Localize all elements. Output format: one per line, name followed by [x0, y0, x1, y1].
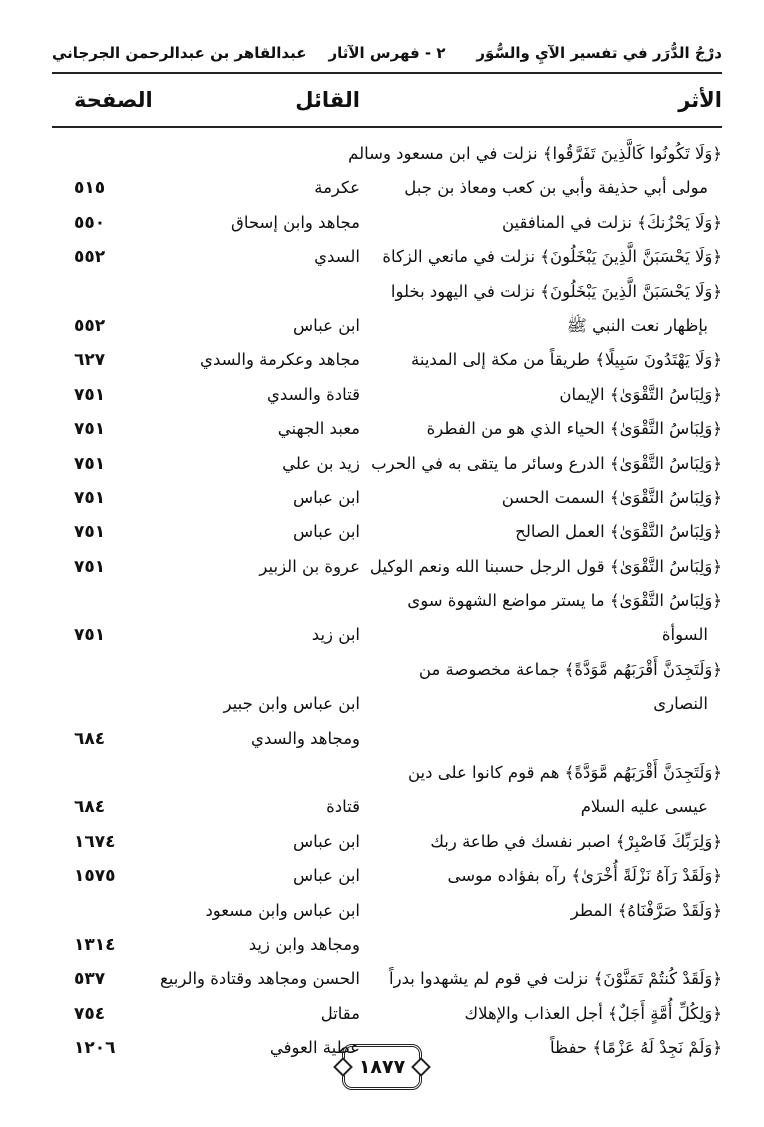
table-row: [52, 725, 722, 759]
athar-cell: ﴿وَلِبَاسُ التَّقْوَىٰ﴾ ما يستر مواضع الشهوة سوى: [407, 591, 722, 611]
page-cell: ٥٣٧: [74, 969, 106, 990]
column-header-rule: [52, 126, 722, 128]
athar-cell: ﴿وَلِرَبِّكَ فَاصْبِرْ﴾ اصبر نفسك في طاعة ربك: [430, 831, 722, 851]
page-cell: ٧٥١: [74, 419, 106, 440]
index-table: [52, 140, 722, 1069]
qail-cell: ومجاهد وابن زيد: [248, 934, 360, 954]
page-cell: ٧٥١: [74, 522, 106, 543]
page-cell: ٧٥٤: [74, 1003, 106, 1024]
qail-cell: معبد الجهني: [277, 419, 360, 439]
table-row: [52, 759, 722, 793]
athar-cell: ﴿وَلَقَدْ رَآهُ نَزْلَةً أُخْرَىٰ﴾ رآه بفؤاده موسى: [447, 866, 722, 886]
athar-cell: ﴿وَلَمْ نَجِدْ لَهُ عَزْمًا﴾ حفظاً: [550, 1038, 722, 1058]
qail-cell: ابن عباس: [293, 487, 360, 507]
qail-cell: ومجاهد والسدي: [251, 728, 360, 748]
table-row: [52, 1000, 722, 1034]
table-row: [52, 897, 722, 931]
qail-cell: عطية العوفي: [269, 1038, 360, 1058]
table-row: [52, 587, 722, 621]
table-row: [52, 450, 722, 484]
table-row: [52, 553, 722, 587]
table-row: [52, 690, 722, 724]
table-row: [52, 656, 722, 690]
page-cell: ١٦٧٤: [74, 831, 116, 852]
qail-cell: الحسن ومجاهد وقتادة والربيع: [159, 969, 360, 989]
athar-cell: عيسى عليه السلام: [580, 797, 708, 817]
column-header-qail: القائل: [295, 88, 360, 112]
table-row: [52, 209, 722, 243]
table-row: [52, 381, 722, 415]
athar-cell: ﴿وَلِبَاسُ التَّقْوَىٰ﴾ الدرع وسائر ما يتقى به في الحرب: [371, 453, 722, 473]
table-row: [52, 793, 722, 827]
table-row: [52, 828, 722, 862]
athar-cell: ﴿وَلِبَاسُ التَّقْوَىٰ﴾ السمت الحسن: [501, 487, 722, 507]
athar-cell: ﴿وَلَقَدْ صَرَّفْنَاهُ﴾ المطر: [570, 900, 722, 920]
table-row: [52, 415, 722, 449]
athar-cell: ﴿وَلِبَاسُ التَّقْوَىٰ﴾ العمل الصالح: [515, 522, 722, 542]
column-headers: [52, 88, 722, 120]
table-row: [52, 965, 722, 999]
table-row: [52, 312, 722, 346]
qail-cell: زيد بن علي: [282, 453, 360, 473]
header-rule: [52, 72, 722, 74]
qail-cell: ابن عباس: [293, 522, 360, 542]
qail-cell: مجاهد وابن إسحاق: [231, 212, 360, 232]
table-row: [52, 278, 722, 312]
athar-cell: ﴿وَلِبَاسُ التَّقْوَىٰ﴾ الحياء الذي هو من الفطرة: [426, 419, 722, 439]
section-title: ٢ - فهرس الآثار: [328, 44, 446, 62]
table-row: [52, 243, 722, 277]
qail-cell: قتادة: [326, 797, 360, 817]
table-row: [52, 621, 722, 655]
athar-cell: ﴿وَلَتَجِدَنَّ أَقْرَبَهُم مَّوَدَّةً﴾ جماعة مخصوصة من: [418, 659, 722, 679]
page-cell: ١٢٠٦: [74, 1038, 116, 1059]
column-header-athar: الأثر: [678, 88, 722, 112]
athar-cell: ﴿وَلِبَاسُ التَّقْوَىٰ﴾ قول الرجل حسبنا الله ونعم الوكيل: [369, 556, 722, 576]
qail-cell: ابن عباس وابن جبير: [223, 694, 360, 714]
page-cell: ٧٥١: [74, 453, 106, 474]
athar-cell: ﴿وَلَا يَحْزُنكَ﴾ نزلت في المنافقين: [501, 212, 722, 232]
athar-cell: ﴿وَلَا تَكُونُوا كَالَّذِينَ تَفَرَّقُوا﴾ نزلت في ابن مسعود وسالم: [348, 144, 722, 163]
table-row: [52, 346, 722, 380]
page-cell: ٦٢٧: [74, 350, 106, 371]
column-header-page: الصفحة: [74, 88, 153, 112]
page-cell: ١٥٧٥: [74, 866, 116, 887]
qail-cell: ابن عباس: [293, 866, 360, 886]
qail-cell: ابن عباس: [293, 315, 360, 335]
page-number: ١٨٧٧: [342, 1044, 422, 1090]
athar-cell: مولى أبي حذيفة وأبي بن كعب ومعاذ بن جبل: [404, 178, 708, 198]
qail-cell: ابن زيد: [311, 625, 360, 645]
page-cell: ٥٥٢: [74, 247, 106, 268]
page-cell: ٦٨٤: [74, 728, 106, 749]
page-cell: ١٣١٤: [74, 934, 116, 955]
page-cell: ٦٨٤: [74, 797, 106, 818]
author-name: عبدالقاهر بن عبدالرحمن الجرجاني: [52, 44, 307, 62]
page-cell: ٧٥١: [74, 625, 106, 646]
athar-cell: بإظهار نعت النبي ﷺ: [566, 315, 708, 335]
table-row: [52, 931, 722, 965]
page-cell: ٧٥١: [74, 384, 106, 405]
athar-cell: ﴿وَلِبَاسُ التَّقْوَىٰ﴾ الإيمان: [559, 384, 722, 404]
qail-cell: ابن عباس وابن مسعود: [205, 900, 360, 920]
athar-cell: السوأة: [661, 625, 708, 645]
page-cell: ٥١٥: [74, 178, 106, 199]
athar-cell: ﴿وَلَقَدْ كُنتُمْ تَمَنَّوْنَ﴾ نزلت في قوم لم يشهدوا بدراً: [389, 969, 722, 989]
athar-cell: ﴿وَلَا يَحْسَبَنَّ الَّذِينَ يَبْخَلُونَ﴾ نزلت في مانعي الزكاة: [382, 247, 722, 267]
table-row: [52, 862, 722, 896]
athar-cell: ﴿وَلَا يَحْسَبَنَّ الَّذِينَ يَبْخَلُونَ﴾ نزلت في اليهود بخلوا: [390, 281, 722, 301]
qail-cell: عكرمة: [314, 178, 360, 198]
table-row: [52, 484, 722, 518]
book-title: درْجُ الدُّرَر في تفسير الآيِ والسُّوَر: [476, 44, 722, 62]
qail-cell: مجاهد وعكرمة والسدي: [200, 350, 360, 370]
athar-cell: النصارى: [653, 694, 708, 714]
qail-cell: السدي: [314, 247, 360, 267]
qail-cell: ابن عباس: [293, 831, 360, 851]
qail-cell: عروة بن الزبير: [259, 556, 360, 576]
athar-cell: ﴿وَلِكُلِّ أُمَّةٍ أَجَلٌ﴾ أجل العذاب والإهلاك: [464, 1003, 722, 1023]
table-row: [52, 518, 722, 552]
athar-cell: ﴿وَلَا يَهْتَدُونَ سَبِيلًا﴾ طريقاً من مكة إلى المدينة: [411, 350, 722, 370]
page-cell: ٥٥٢: [74, 315, 106, 336]
table-row: [52, 140, 722, 174]
qail-cell: مقاتل: [320, 1003, 360, 1023]
page-cell: ٥٥٠: [74, 212, 106, 233]
athar-cell: ﴿وَلَتَجِدَنَّ أَقْرَبَهُم مَّوَدَّةً﴾ هم قوم كانوا على دين: [407, 763, 722, 783]
table-row: [52, 174, 722, 208]
page-cell: ٧٥١: [74, 556, 106, 577]
qail-cell: قتادة والسدي: [266, 384, 360, 404]
running-head: [52, 44, 722, 72]
page-cell: ٧٥١: [74, 487, 106, 508]
